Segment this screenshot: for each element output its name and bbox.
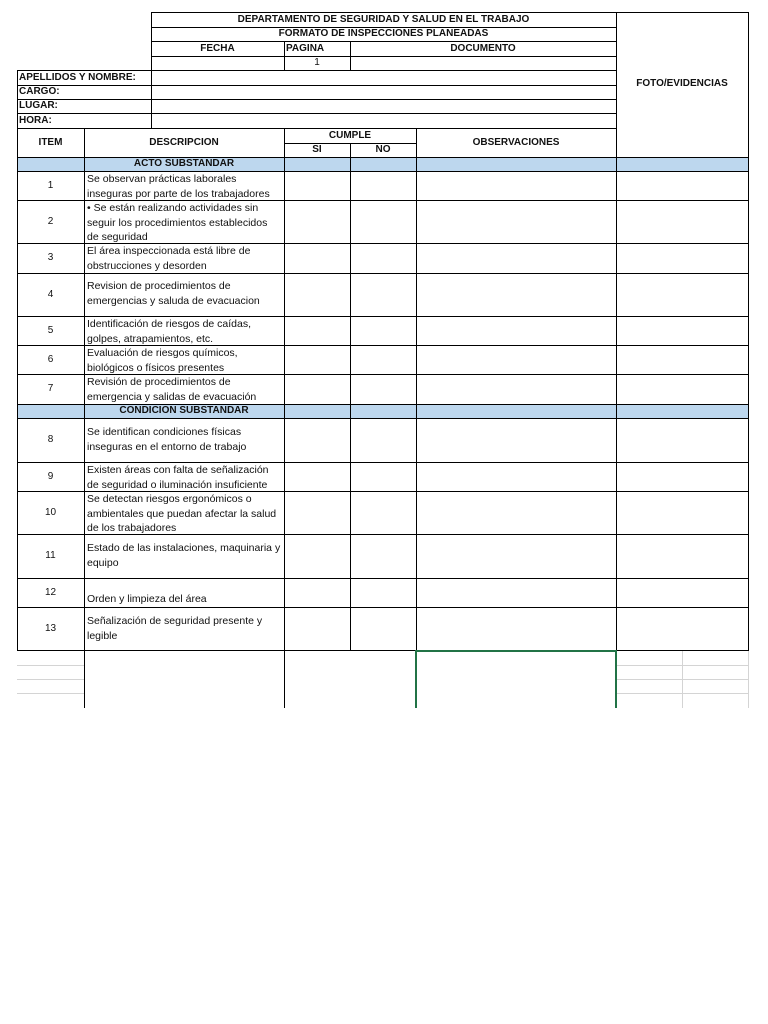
- item-number: 1: [47, 179, 54, 191]
- grid-line: [17, 418, 749, 419]
- grid-line: [151, 27, 616, 28]
- selected-cell[interactable]: [415, 650, 617, 708]
- grid-line: [17, 128, 616, 129]
- grid-line: [17, 491, 749, 492]
- item-description: Se identifican condiciones físicas inseguras en el entorno de trabajo: [87, 426, 247, 453]
- item-number: 10: [44, 506, 57, 518]
- grid-line: [17, 345, 749, 346]
- item-description: Existen áreas con falta de señalización de seguridad o iluminación insuficiente: [87, 464, 269, 491]
- item-number: 9: [47, 470, 54, 482]
- section-title-condicion: CONDICION SUBSTANDAR: [119, 405, 249, 416]
- grid-line: [17, 404, 749, 405]
- grid-line: [17, 462, 749, 463]
- foto-evidencias-label: FOTO/EVIDENCIAS: [636, 78, 728, 89]
- cargo-label: CARGO:: [19, 86, 60, 97]
- grid-line: [151, 41, 616, 42]
- sheet-gridline: [748, 651, 749, 708]
- hora-field[interactable]: [151, 113, 616, 128]
- grid-line: [17, 273, 749, 274]
- item-number: 7: [47, 383, 54, 394]
- lugar-label: LUGAR:: [19, 100, 58, 111]
- item-number: 3: [47, 252, 54, 263]
- descripcion-column-header: DESCRIPCION: [149, 136, 219, 148]
- hora-label: HORA:: [19, 114, 52, 126]
- sheet-gridline: [682, 651, 683, 708]
- item-description: Se detectan riesgos ergonómicos o ambientales que puedan afectar la salud de los trabajadores: [87, 493, 277, 534]
- grid-line: [17, 243, 749, 244]
- grid-line: [151, 12, 152, 128]
- item-number: 2: [47, 215, 54, 227]
- grid-line: [17, 113, 616, 114]
- item-number: 8: [47, 434, 54, 445]
- grid-line: [17, 534, 749, 535]
- apellidos-nombre-label: APELLIDOS Y NOMBRE:: [19, 71, 136, 83]
- item-number: 4: [47, 288, 54, 300]
- item-description: El área inspeccionada está libre de obstrucciones y desorden: [87, 245, 251, 272]
- grid-line: [350, 143, 351, 651]
- lugar-field[interactable]: [151, 99, 616, 113]
- grid-line: [350, 41, 351, 70]
- grid-line: [17, 99, 616, 100]
- grid-line: [84, 128, 85, 708]
- grid-line: [151, 56, 616, 57]
- sheet-gridline: [17, 693, 84, 694]
- grid-line: [17, 607, 749, 608]
- pagina-value[interactable]: 1: [314, 57, 320, 68]
- grid-line: [284, 41, 285, 70]
- item-description: Se observan prácticas laborales inseguras por parte de los trabajadores: [87, 173, 270, 200]
- item-description: Revision de procedimientos de emergencias y saluda de evacuacion: [87, 280, 260, 307]
- item-description: Revisión de procedimientos de emergencia y salidas de evacuación: [87, 376, 257, 403]
- si-column-header: SI: [312, 144, 322, 155]
- grid-line: [17, 374, 749, 375]
- format-title: FORMATO DE INSPECCIONES PLANEADAS: [278, 28, 489, 39]
- grid-line: [17, 70, 18, 651]
- fecha-label: FECHA: [200, 42, 235, 54]
- item-description: Identificación de riesgos de caídas, golpes, atrapamientos, etc.: [87, 318, 252, 345]
- grid-line: [17, 157, 749, 158]
- sheet-gridline: [17, 679, 84, 680]
- item-description: Señalización de seguridad presente y legible: [87, 615, 263, 642]
- fecha-value[interactable]: [151, 56, 284, 70]
- item-description: Estado de las instalaciones, maquinaria y equipo: [87, 542, 281, 569]
- item-number: 5: [47, 324, 54, 336]
- item-description: • Se están realizando actividades sin seguir los procedimientos establecidos de seguridad: [87, 202, 268, 243]
- sheet-gridline: [17, 665, 84, 666]
- grid-line: [416, 128, 417, 651]
- grid-line: [17, 650, 749, 651]
- item-number: 13: [44, 622, 57, 634]
- item-number: 11: [45, 550, 56, 561]
- item-description: Orden y limpieza del área: [87, 593, 207, 605]
- grid-line: [17, 316, 749, 317]
- cumple-column-header: CUMPLE: [328, 129, 372, 141]
- pagina-label: PAGINA: [286, 42, 325, 54]
- documento-label: DOCUMENTO: [450, 42, 516, 54]
- cargo-field[interactable]: [151, 85, 616, 99]
- grid-line: [284, 128, 285, 708]
- documento-value[interactable]: [350, 56, 616, 70]
- grid-line: [17, 171, 749, 172]
- item-number: 6: [47, 353, 54, 365]
- grid-line: [151, 12, 749, 13]
- grid-line: [17, 70, 616, 71]
- no-column-header: NO: [375, 144, 391, 155]
- grid-line: [17, 85, 616, 86]
- grid-line: [748, 12, 749, 651]
- grid-line: [17, 200, 749, 201]
- item-description: Evaluación de riesgos químicos, biológicos o físicos presentes: [87, 347, 238, 374]
- item-number: 12: [44, 586, 57, 598]
- observaciones-column-header: OBSERVACIONES: [472, 136, 560, 148]
- apellidos-nombre-field[interactable]: [151, 70, 616, 85]
- grid-line: [17, 578, 749, 579]
- item-column-header: ITEM: [38, 136, 63, 148]
- department-title: DEPARTAMENTO DE SEGURIDAD Y SALUD EN EL TRABAJO: [237, 13, 530, 25]
- section-title-acto: ACTO SUBSTANDAR: [133, 158, 235, 169]
- grid-line: [616, 12, 617, 651]
